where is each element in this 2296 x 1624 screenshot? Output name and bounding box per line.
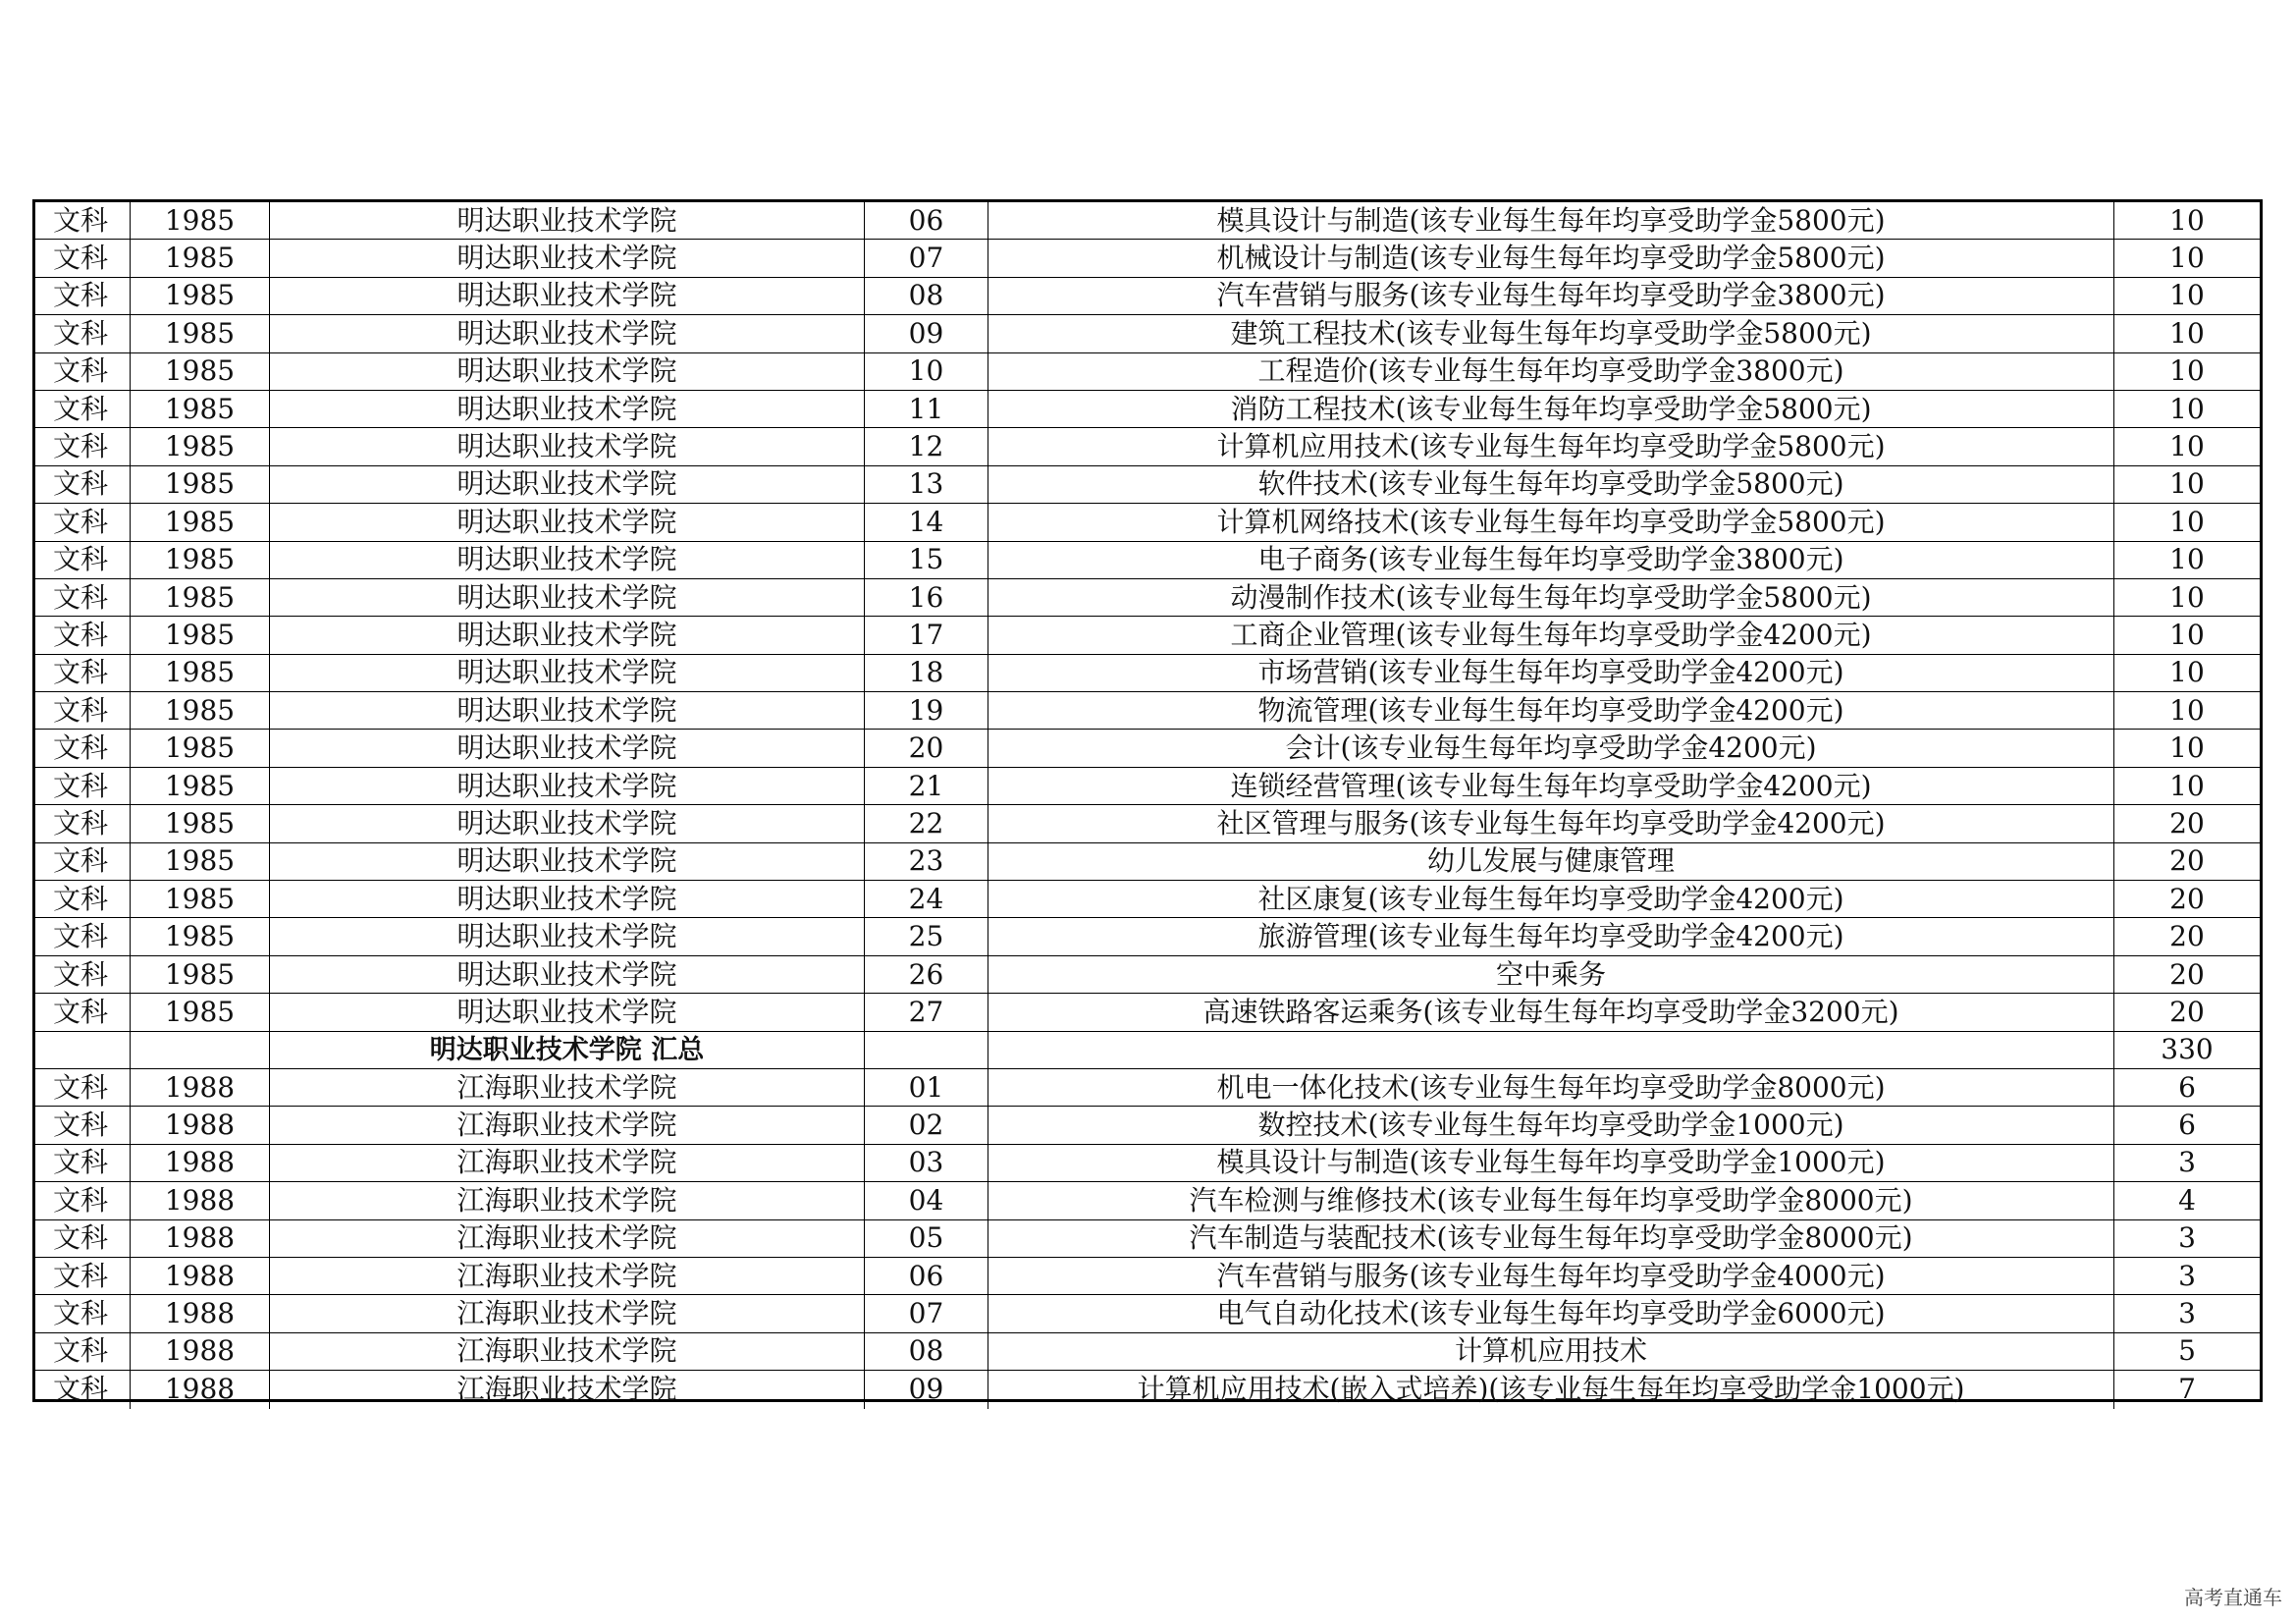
major-name-cell: 社区管理与服务(该专业每生每年均享受助学金4200元) [988, 805, 2114, 841]
major-code-cell: 01 [865, 1069, 988, 1106]
school-code-cell: 1985 [131, 391, 270, 427]
major-code-cell: 19 [865, 692, 988, 729]
school-name-cell: 江海职业技术学院 [270, 1069, 865, 1106]
school-name-cell: 明达职业技术学院 [270, 542, 865, 578]
table-row [35, 1220, 2260, 1258]
major-code-cell: 13 [865, 466, 988, 503]
category-cell: 文科 [35, 202, 131, 239]
school-name-cell: 明达职业技术学院 [270, 504, 865, 540]
major-code-cell: 07 [865, 240, 988, 276]
major-name-cell: 数控技术(该专业每生每年均享受助学金1000元) [988, 1107, 2114, 1143]
category-cell: 文科 [35, 1069, 131, 1106]
school-name-cell: 江海职业技术学院 [270, 1220, 865, 1257]
major-name-cell: 软件技术(该专业每生每年均享受助学金5800元) [988, 466, 2114, 503]
major-name-cell: 电子商务(该专业每生每年均享受助学金3800元) [988, 542, 2114, 578]
major-name-cell: 机电一体化技术(该专业每生每年均享受助学金8000元) [988, 1069, 2114, 1106]
table-row [35, 768, 2260, 805]
major-name-cell: 消防工程技术(该专业每生每年均享受助学金5800元) [988, 391, 2114, 427]
school-name-cell: 江海职业技术学院 [270, 1258, 865, 1294]
major-code-cell: 23 [865, 843, 988, 880]
major-code-cell: 08 [865, 1333, 988, 1370]
major-code-cell: 16 [865, 579, 988, 616]
table-row [35, 1258, 2260, 1295]
plan-count-cell: 10 [2169, 580, 2205, 614]
major-name-cell: 幼儿发展与健康管理 [988, 843, 2114, 880]
school-code-cell: 1985 [131, 315, 270, 352]
school-name-cell: 江海职业技术学院 [270, 1295, 865, 1331]
plan-count-cell: 20 [2169, 995, 2205, 1028]
plan-count-cell: 10 [2169, 693, 2205, 727]
school-code-cell: 1985 [131, 542, 270, 578]
school-name-cell: 明达职业技术学院 [270, 202, 865, 239]
major-code-cell: 21 [865, 768, 988, 804]
plan-count-cell: 10 [2169, 354, 2205, 388]
category-cell: 文科 [35, 1107, 131, 1143]
table-row [35, 202, 2260, 240]
table-row [35, 1182, 2260, 1219]
school-code-cell: 1985 [131, 617, 270, 653]
major-name-cell: 计算机应用技术(嵌入式培养)(该专业每生每年均享受助学金1000元) [988, 1371, 2114, 1408]
major-name-cell: 旅游管理(该专业每生每年均享受助学金4200元) [988, 918, 2114, 954]
admission-plan-table [32, 199, 2263, 1406]
major-code-cell: 26 [865, 956, 988, 993]
school-name-cell: 明达职业技术学院 汇总 [270, 1032, 865, 1068]
major-name-cell: 汽车营销与服务(该专业每生每年均享受助学金4000元) [988, 1258, 2114, 1294]
school-code-cell: 1985 [131, 579, 270, 616]
school-name-cell: 江海职业技术学院 [270, 1145, 865, 1181]
category-cell: 文科 [35, 692, 131, 729]
plan-count-cell: 10 [2169, 505, 2205, 538]
major-name-cell [988, 1032, 2114, 1068]
plan-count-cell: 6 [2178, 1109, 2196, 1142]
plan-count-cell: 10 [2169, 392, 2205, 425]
major-name-cell: 计算机应用技术 [988, 1333, 2114, 1370]
category-cell: 文科 [35, 1182, 131, 1218]
category-cell: 文科 [35, 805, 131, 841]
plan-count-cell: 3 [2178, 1221, 2196, 1255]
table-row [35, 428, 2260, 465]
plan-count-cell: 7 [2178, 1373, 2196, 1406]
category-cell: 文科 [35, 881, 131, 917]
category-cell: 文科 [35, 843, 131, 880]
category-cell: 文科 [35, 1145, 131, 1181]
school-name-cell: 明达职业技术学院 [270, 579, 865, 616]
category-cell: 文科 [35, 466, 131, 503]
category-cell: 文科 [35, 353, 131, 390]
school-name-cell: 明达职业技术学院 [270, 843, 865, 880]
table-row [35, 617, 2260, 654]
major-name-cell: 汽车检测与维修技术(该专业每生每年均享受助学金8000元) [988, 1182, 2114, 1218]
school-name-cell: 明达职业技术学院 [270, 994, 865, 1030]
category-cell: 文科 [35, 1371, 131, 1408]
plan-count-cell: 10 [2169, 203, 2205, 237]
plan-count-cell: 10 [2169, 316, 2205, 350]
plan-count-cell: 3 [2178, 1259, 2196, 1292]
table-row [35, 353, 2260, 391]
table-row [35, 1295, 2260, 1332]
category-cell: 文科 [35, 655, 131, 691]
category-cell: 文科 [35, 730, 131, 766]
school-code-cell: 1988 [131, 1220, 270, 1257]
category-cell: 文科 [35, 1295, 131, 1331]
major-name-cell: 工程造价(该专业每生每年均享受助学金3800元) [988, 353, 2114, 390]
school-name-cell: 明达职业技术学院 [270, 466, 865, 503]
table-row [35, 1333, 2260, 1371]
subtotal-row [35, 1032, 2260, 1069]
major-name-cell: 市场营销(该专业每生每年均享受助学金4200元) [988, 655, 2114, 691]
major-name-cell: 建筑工程技术(该专业每生每年均享受助学金5800元) [988, 315, 2114, 352]
category-cell: 文科 [35, 1220, 131, 1257]
plan-count-cell: 10 [2169, 430, 2205, 463]
major-name-cell: 工商企业管理(该专业每生每年均享受助学金4200元) [988, 617, 2114, 653]
plan-count-cell: 3 [2178, 1297, 2196, 1330]
table-row [35, 1069, 2260, 1107]
school-code-cell: 1985 [131, 956, 270, 993]
major-name-cell: 计算机网络技术(该专业每生每年均享受助学金5800元) [988, 504, 2114, 540]
plan-count-cell: 5 [2178, 1334, 2196, 1368]
school-code-cell: 1985 [131, 692, 270, 729]
major-code-cell: 09 [865, 1371, 988, 1408]
major-code-cell: 22 [865, 805, 988, 841]
plan-count-cell: 10 [2169, 769, 2205, 802]
table-row [35, 918, 2260, 955]
school-name-cell: 明达职业技术学院 [270, 918, 865, 954]
table-row [35, 730, 2260, 767]
major-name-cell: 会计(该专业每生每年均享受助学金4200元) [988, 730, 2114, 766]
school-name-cell: 明达职业技术学院 [270, 881, 865, 917]
school-name-cell: 明达职业技术学院 [270, 692, 865, 729]
major-code-cell: 14 [865, 504, 988, 540]
major-code-cell: 12 [865, 428, 988, 464]
major-code-cell: 20 [865, 730, 988, 766]
major-code-cell: 17 [865, 617, 988, 653]
table-row [35, 504, 2260, 541]
watermark: 高考直通车 [2184, 1586, 2282, 1609]
category-cell: 文科 [35, 391, 131, 427]
table-row [35, 1107, 2260, 1144]
major-code-cell: 02 [865, 1107, 988, 1143]
major-name-cell: 物流管理(该专业每生每年均享受助学金4200元) [988, 692, 2114, 729]
major-name-cell: 连锁经营管理(该专业每生每年均享受助学金4200元) [988, 768, 2114, 804]
major-code-cell: 27 [865, 994, 988, 1030]
category-cell: 文科 [35, 504, 131, 540]
table-row [35, 579, 2260, 617]
school-name-cell: 明达职业技术学院 [270, 315, 865, 352]
plan-count-cell: 6 [2178, 1070, 2196, 1104]
major-code-cell: 24 [865, 881, 988, 917]
major-code-cell: 18 [865, 655, 988, 691]
school-code-cell: 1988 [131, 1295, 270, 1331]
school-name-cell: 江海职业技术学院 [270, 1371, 865, 1408]
school-code-cell: 1988 [131, 1145, 270, 1181]
table-row [35, 315, 2260, 352]
school-name-cell: 江海职业技术学院 [270, 1182, 865, 1218]
category-cell: 文科 [35, 918, 131, 954]
school-code-cell: 1988 [131, 1069, 270, 1106]
major-name-cell: 汽车制造与装配技术(该专业每生每年均享受助学金8000元) [988, 1220, 2114, 1257]
category-cell: 文科 [35, 956, 131, 993]
table-row [35, 240, 2260, 277]
plan-count-cell: 10 [2169, 242, 2205, 275]
table-row [35, 956, 2260, 994]
plan-count-cell: 330 [2161, 1033, 2214, 1066]
school-code-cell: 1985 [131, 918, 270, 954]
major-code-cell: 04 [865, 1182, 988, 1218]
school-code-cell: 1985 [131, 278, 270, 314]
plan-count-cell: 10 [2169, 543, 2205, 576]
school-code-cell: 1985 [131, 843, 270, 880]
plan-count-cell: 10 [2169, 467, 2205, 501]
table-row [35, 843, 2260, 881]
school-code-cell: 1985 [131, 655, 270, 691]
school-code-cell [131, 1032, 270, 1068]
school-code-cell: 1985 [131, 994, 270, 1030]
plan-count-cell: 10 [2169, 618, 2205, 651]
school-code-cell: 1988 [131, 1258, 270, 1294]
major-name-cell: 模具设计与制造(该专业每生每年均享受助学金1000元) [988, 1145, 2114, 1181]
category-cell: 文科 [35, 768, 131, 804]
major-code-cell: 15 [865, 542, 988, 578]
major-code-cell: 06 [865, 1258, 988, 1294]
major-code-cell: 25 [865, 918, 988, 954]
major-name-cell: 计算机应用技术(该专业每生每年均享受助学金5800元) [988, 428, 2114, 464]
category-cell: 文科 [35, 994, 131, 1030]
school-code-cell: 1985 [131, 428, 270, 464]
table-row [35, 1145, 2260, 1182]
school-name-cell: 江海职业技术学院 [270, 1107, 865, 1143]
major-name-cell: 模具设计与制造(该专业每生每年均享受助学金5800元) [988, 202, 2114, 239]
table-row [35, 692, 2260, 730]
plan-count-cell: 20 [2169, 882, 2205, 915]
table-row [35, 805, 2260, 842]
school-code-cell: 1985 [131, 504, 270, 540]
school-code-cell: 1985 [131, 466, 270, 503]
major-code-cell: 11 [865, 391, 988, 427]
major-name-cell: 电气自动化技术(该专业每生每年均享受助学金6000元) [988, 1295, 2114, 1331]
school-code-cell: 1985 [131, 881, 270, 917]
table-row [35, 542, 2260, 579]
category-cell: 文科 [35, 278, 131, 314]
category-cell: 文科 [35, 428, 131, 464]
category-cell: 文科 [35, 617, 131, 653]
major-code-cell: 07 [865, 1295, 988, 1331]
category-cell: 文科 [35, 579, 131, 616]
major-name-cell: 高速铁路客运乘务(该专业每生每年均享受助学金3200元) [988, 994, 2114, 1030]
major-name-cell: 汽车营销与服务(该专业每生每年均享受助学金3800元) [988, 278, 2114, 314]
table-row [35, 466, 2260, 504]
school-name-cell: 明达职业技术学院 [270, 353, 865, 390]
school-code-cell: 1988 [131, 1371, 270, 1408]
major-code-cell: 06 [865, 202, 988, 239]
plan-count-cell: 10 [2169, 279, 2205, 312]
plan-count-cell: 10 [2169, 656, 2205, 689]
school-name-cell: 明达职业技术学院 [270, 617, 865, 653]
table-row [35, 278, 2260, 315]
school-code-cell: 1985 [131, 240, 270, 276]
major-code-cell: 09 [865, 315, 988, 352]
major-code-cell: 03 [865, 1145, 988, 1181]
school-name-cell: 明达职业技术学院 [270, 278, 865, 314]
table-row [35, 391, 2260, 428]
school-code-cell: 1985 [131, 768, 270, 804]
table-row [35, 881, 2260, 918]
school-name-cell: 明达职业技术学院 [270, 768, 865, 804]
school-code-cell: 1985 [131, 202, 270, 239]
school-name-cell: 明达职业技术学院 [270, 655, 865, 691]
major-code-cell: 05 [865, 1220, 988, 1257]
school-code-cell: 1985 [131, 805, 270, 841]
plan-count-cell: 20 [2169, 957, 2205, 991]
category-cell: 文科 [35, 240, 131, 276]
table-row [35, 994, 2260, 1031]
school-name-cell: 江海职业技术学院 [270, 1333, 865, 1370]
major-name-cell: 机械设计与制造(该专业每生每年均享受助学金5800元) [988, 240, 2114, 276]
plan-count-cell: 20 [2169, 844, 2205, 878]
school-name-cell: 明达职业技术学院 [270, 956, 865, 993]
table-row [35, 1371, 2260, 1408]
school-name-cell: 明达职业技术学院 [270, 805, 865, 841]
school-name-cell: 明达职业技术学院 [270, 428, 865, 464]
plan-count-cell: 4 [2178, 1183, 2196, 1217]
category-cell: 文科 [35, 315, 131, 352]
school-name-cell: 明达职业技术学院 [270, 730, 865, 766]
category-cell: 文科 [35, 1333, 131, 1370]
school-name-cell: 明达职业技术学院 [270, 240, 865, 276]
school-code-cell: 1985 [131, 730, 270, 766]
plan-count-cell: 3 [2178, 1146, 2196, 1179]
major-name-cell: 社区康复(该专业每生每年均享受助学金4200元) [988, 881, 2114, 917]
major-name-cell: 空中乘务 [988, 956, 2114, 993]
plan-count-cell: 20 [2169, 920, 2205, 953]
school-code-cell: 1988 [131, 1333, 270, 1370]
major-code-cell: 08 [865, 278, 988, 314]
school-name-cell: 明达职业技术学院 [270, 391, 865, 427]
plan-count-cell: 20 [2169, 806, 2205, 839]
school-code-cell: 1988 [131, 1182, 270, 1218]
category-cell: 文科 [35, 542, 131, 578]
plan-count-cell: 10 [2169, 731, 2205, 765]
major-code-cell [865, 1032, 988, 1068]
school-code-cell: 1985 [131, 353, 270, 390]
major-name-cell: 动漫制作技术(该专业每生每年均享受助学金5800元) [988, 579, 2114, 616]
category-cell: 文科 [35, 1258, 131, 1294]
category-cell [35, 1032, 131, 1068]
school-code-cell: 1988 [131, 1107, 270, 1143]
major-code-cell: 10 [865, 353, 988, 390]
table-row [35, 655, 2260, 692]
